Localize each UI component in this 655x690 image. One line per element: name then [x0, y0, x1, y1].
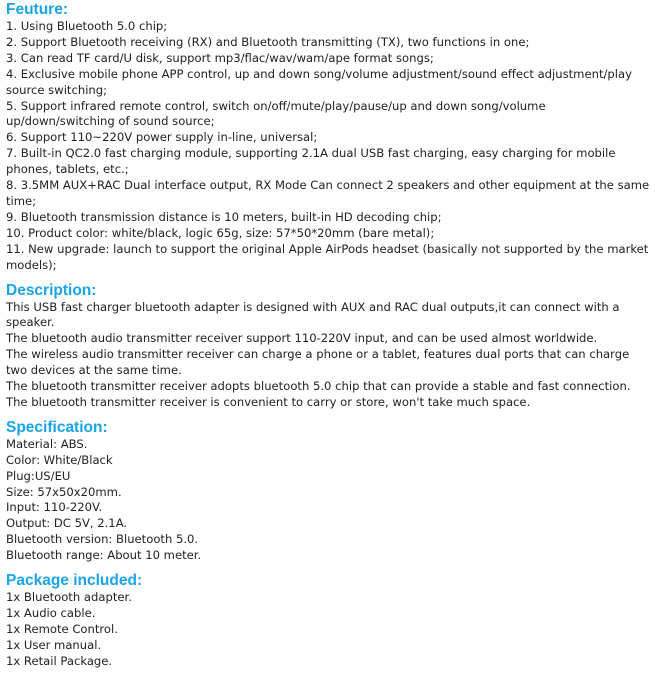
description-item: The bluetooth audio transmitter receiver support 110-220V input, and can be used almost worldwide. [6, 331, 598, 346]
feature-item: 4. Exclusive mobile phone APP control, up and down song/volume adjustment/sound effect adjustment/play source switching; [6, 66, 632, 97]
feature-item: 11. New upgrade: launch to support the original Apple AirPods headset (basically not supported by the market models); [6, 241, 649, 272]
specification-item: Bluetooth range: About 10 meter. [6, 548, 202, 563]
feature-item: 9. Bluetooth transmission distance is 10 meters, built-in HD decoding chip; [6, 209, 442, 224]
description-item: The bluetooth transmitter receiver is convenient to carry or store, won't take much space. [6, 394, 531, 409]
package-heading: Package included: [6, 572, 143, 590]
description-item: This USB fast charger bluetooth adapter is designed with AUX and RAC dual outputs,it can connect with a speaker. [6, 299, 620, 330]
package-item: 1x User manual. [6, 637, 102, 652]
package-item: 1x Bluetooth adapter. [6, 590, 132, 605]
description-item: The wireless audio transmitter receiver can charge a phone or a tablet, features dual ports that can charge two devices at the same time. [6, 347, 630, 378]
feature-item: 10. Product color: white/black, logic 65g, size: 57*50*20mm (bare metal); [6, 225, 435, 240]
specification-item: Material: ABS. [6, 436, 88, 451]
description-heading: Description: [6, 281, 97, 299]
package-section [6, 572, 651, 670]
package-item: 1x Remote Control. [6, 621, 118, 636]
specification-section [6, 419, 651, 564]
specification-item: Input: 110-220V. [6, 500, 103, 515]
feature-section [6, 1, 651, 274]
package-item: 1x Audio cable. [6, 606, 96, 620]
description-item: The bluetooth transmitter receiver adopts bluetooth 5.0 chip that can provide a stable and fast connection. [6, 379, 631, 394]
feature-heading: Feuture: [6, 1, 68, 18]
package-item: 1x Retail Package. [6, 653, 113, 668]
feature-item: 2. Support Bluetooth receiving (RX) and Bluetooth transmitting (TX), two functions in one; [6, 34, 530, 49]
specification-item: Bluetooth version: Bluetooth 5.0. [6, 532, 199, 547]
specification-item: Color: White/Black [6, 452, 113, 467]
feature-item: 6. Support 110~220V power supply in-line, universal; [6, 130, 318, 145]
product-document [6, 1, 651, 678]
specification-item: Plug:US/EU [6, 468, 71, 483]
feature-item: 7. Built-in QC2.0 fast charging module, supporting 2.1A dual USB fast charging, easy charging for mobile phones, tablets, etc.; [6, 146, 616, 177]
description-section [6, 282, 651, 411]
feature-item: 8. 3.5MM AUX+RAC Dual interface output, RX Mode Can connect 2 speakers and other equipment at the same time; [6, 178, 650, 208]
feature-item: 3. Can read TF card/U disk, support mp3/flac/wav/wam/ape format songs; [6, 50, 434, 65]
specification-item: Size: 57x50x20mm. [6, 484, 122, 499]
feature-item: 1. Using Bluetooth 5.0 chip; [6, 19, 168, 33]
feature-item: 5. Support infrared remote control, switch on/off/mute/play/pause/up and down song/volume up/down/switching of sound source; [6, 98, 546, 129]
specification-item: Output: DC 5V, 2.1A. [6, 516, 128, 531]
specification-heading: Specification: [6, 418, 108, 436]
